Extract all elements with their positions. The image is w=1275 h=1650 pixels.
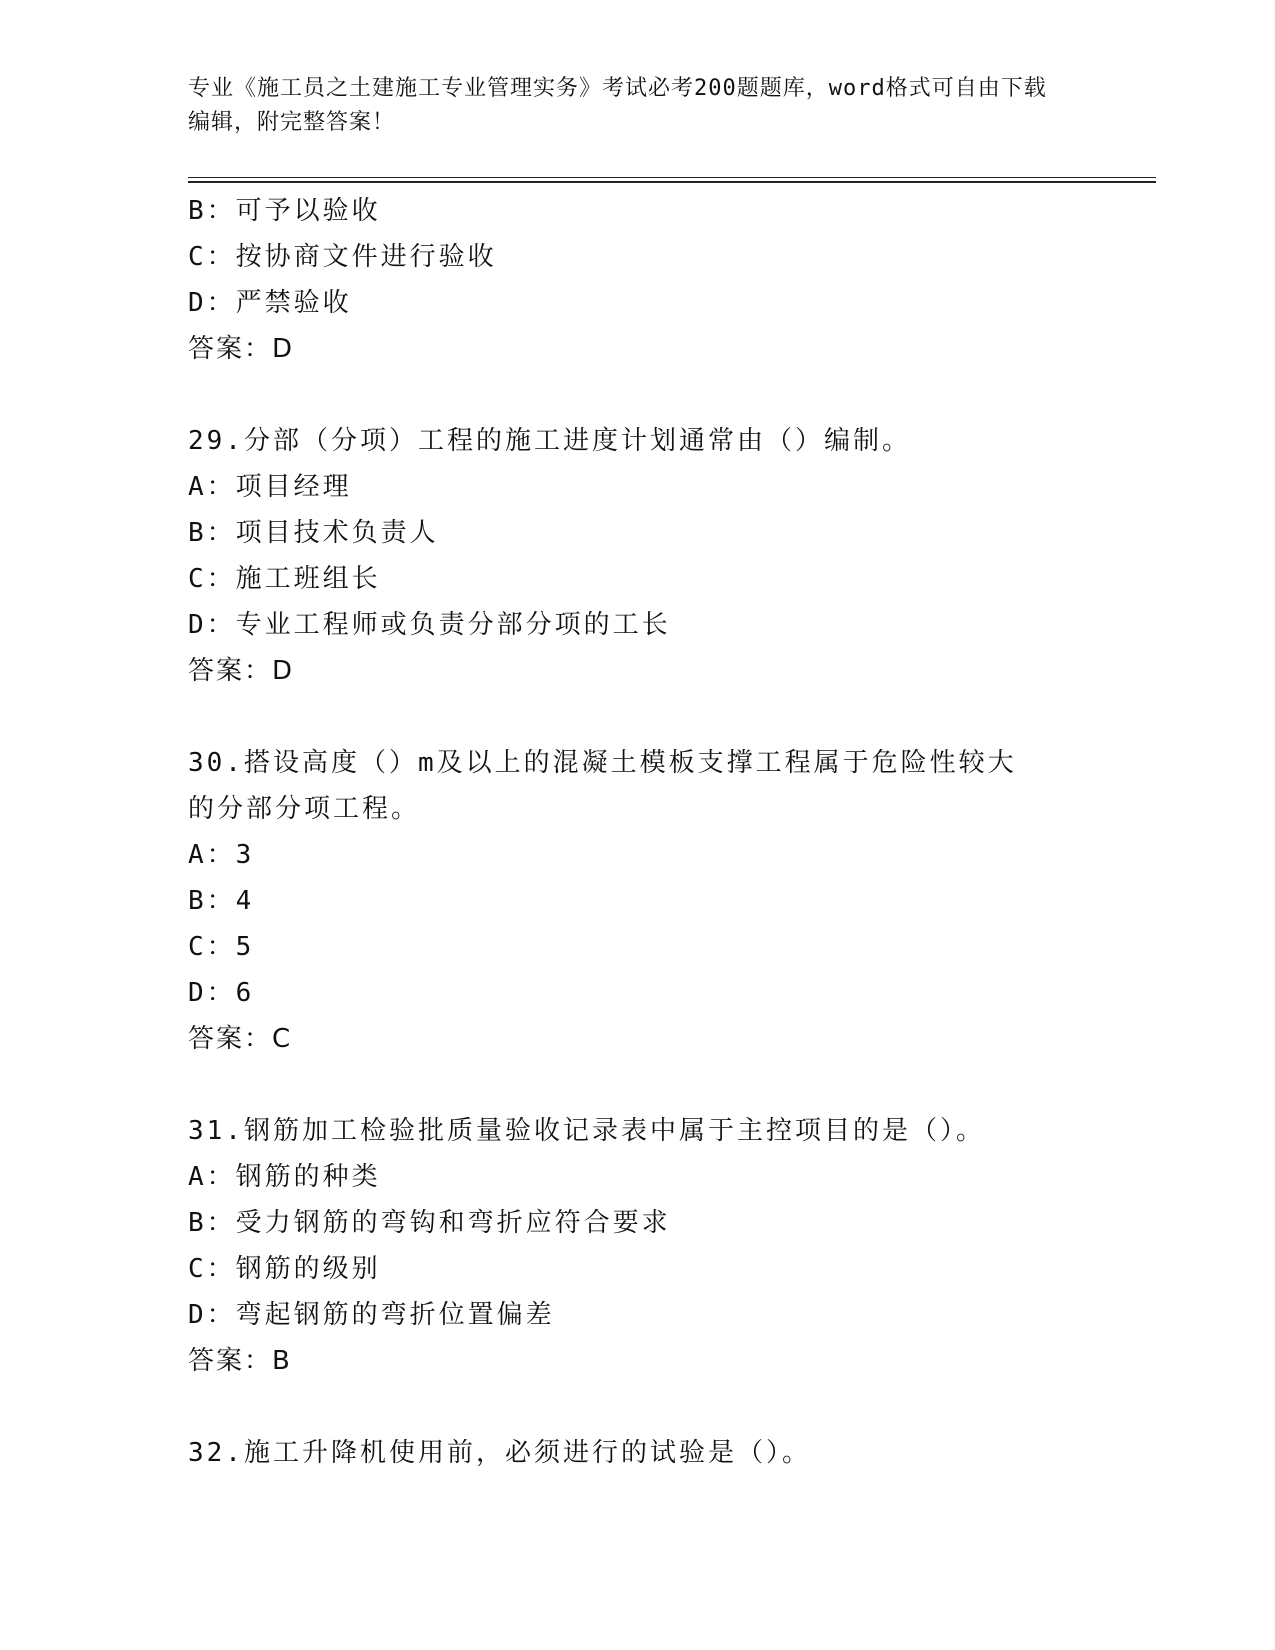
answer-line: 答案：D: [188, 656, 295, 686]
document-header: 专业《施工员之土建施工专业管理实务》考试必考200题题库，word格式可自由下载编辑，附完整答案！: [188, 76, 1047, 135]
option-c: C：施工班组长: [188, 564, 381, 594]
option-b: B：4: [188, 886, 255, 916]
option-d: D：严禁验收: [188, 288, 352, 318]
question-stem: 30.搭设高度（）m及以上的混凝土模板支撑工程属于危险性较大的分部分项工程。: [188, 748, 1017, 824]
option-c: C：按协商文件进行验收: [188, 242, 497, 272]
option-a: A：项目经理: [188, 472, 352, 502]
header-divider-thin: [188, 177, 1156, 178]
option-b: B：受力钢筋的弯钩和弯折应符合要求: [188, 1208, 671, 1238]
spacer: [188, 372, 1088, 418]
question-stem: 29.分部（分项）工程的施工进度计划通常由（）编制。: [188, 426, 911, 456]
question-stem: 31.钢筋加工检验批质量验收记录表中属于主控项目的是（）。: [188, 1116, 985, 1146]
option-d: D：弯起钢筋的弯折位置偏差: [188, 1300, 555, 1330]
answer-line: 答案：C: [188, 1024, 293, 1054]
answer-line: 答案：D: [188, 334, 295, 364]
question-31: [188, 1108, 1088, 1384]
header-divider-thick: [188, 181, 1156, 183]
question-30: [188, 740, 1088, 1062]
spacer: [188, 1384, 1088, 1430]
question-stem: 32.施工升降机使用前，必须进行的试验是（）。: [188, 1438, 811, 1468]
question-list: [188, 188, 1088, 1476]
spacer: [188, 694, 1088, 740]
option-b: B：项目技术负责人: [188, 518, 439, 548]
option-c: C：钢筋的级别: [188, 1254, 381, 1284]
spacer: [188, 1062, 1088, 1108]
question-28-continued: [188, 188, 1088, 372]
option-c: C：5: [188, 932, 255, 962]
option-d: D：6: [188, 978, 255, 1008]
option-a: A：钢筋的种类: [188, 1162, 381, 1192]
question-32: [188, 1430, 1088, 1476]
option-b: B：可予以验收: [188, 196, 381, 226]
question-29: [188, 418, 1088, 694]
option-d: D：专业工程师或负责分部分项的工长: [188, 610, 671, 640]
option-a: A：3: [188, 840, 255, 870]
answer-line: 答案：B: [188, 1346, 292, 1376]
